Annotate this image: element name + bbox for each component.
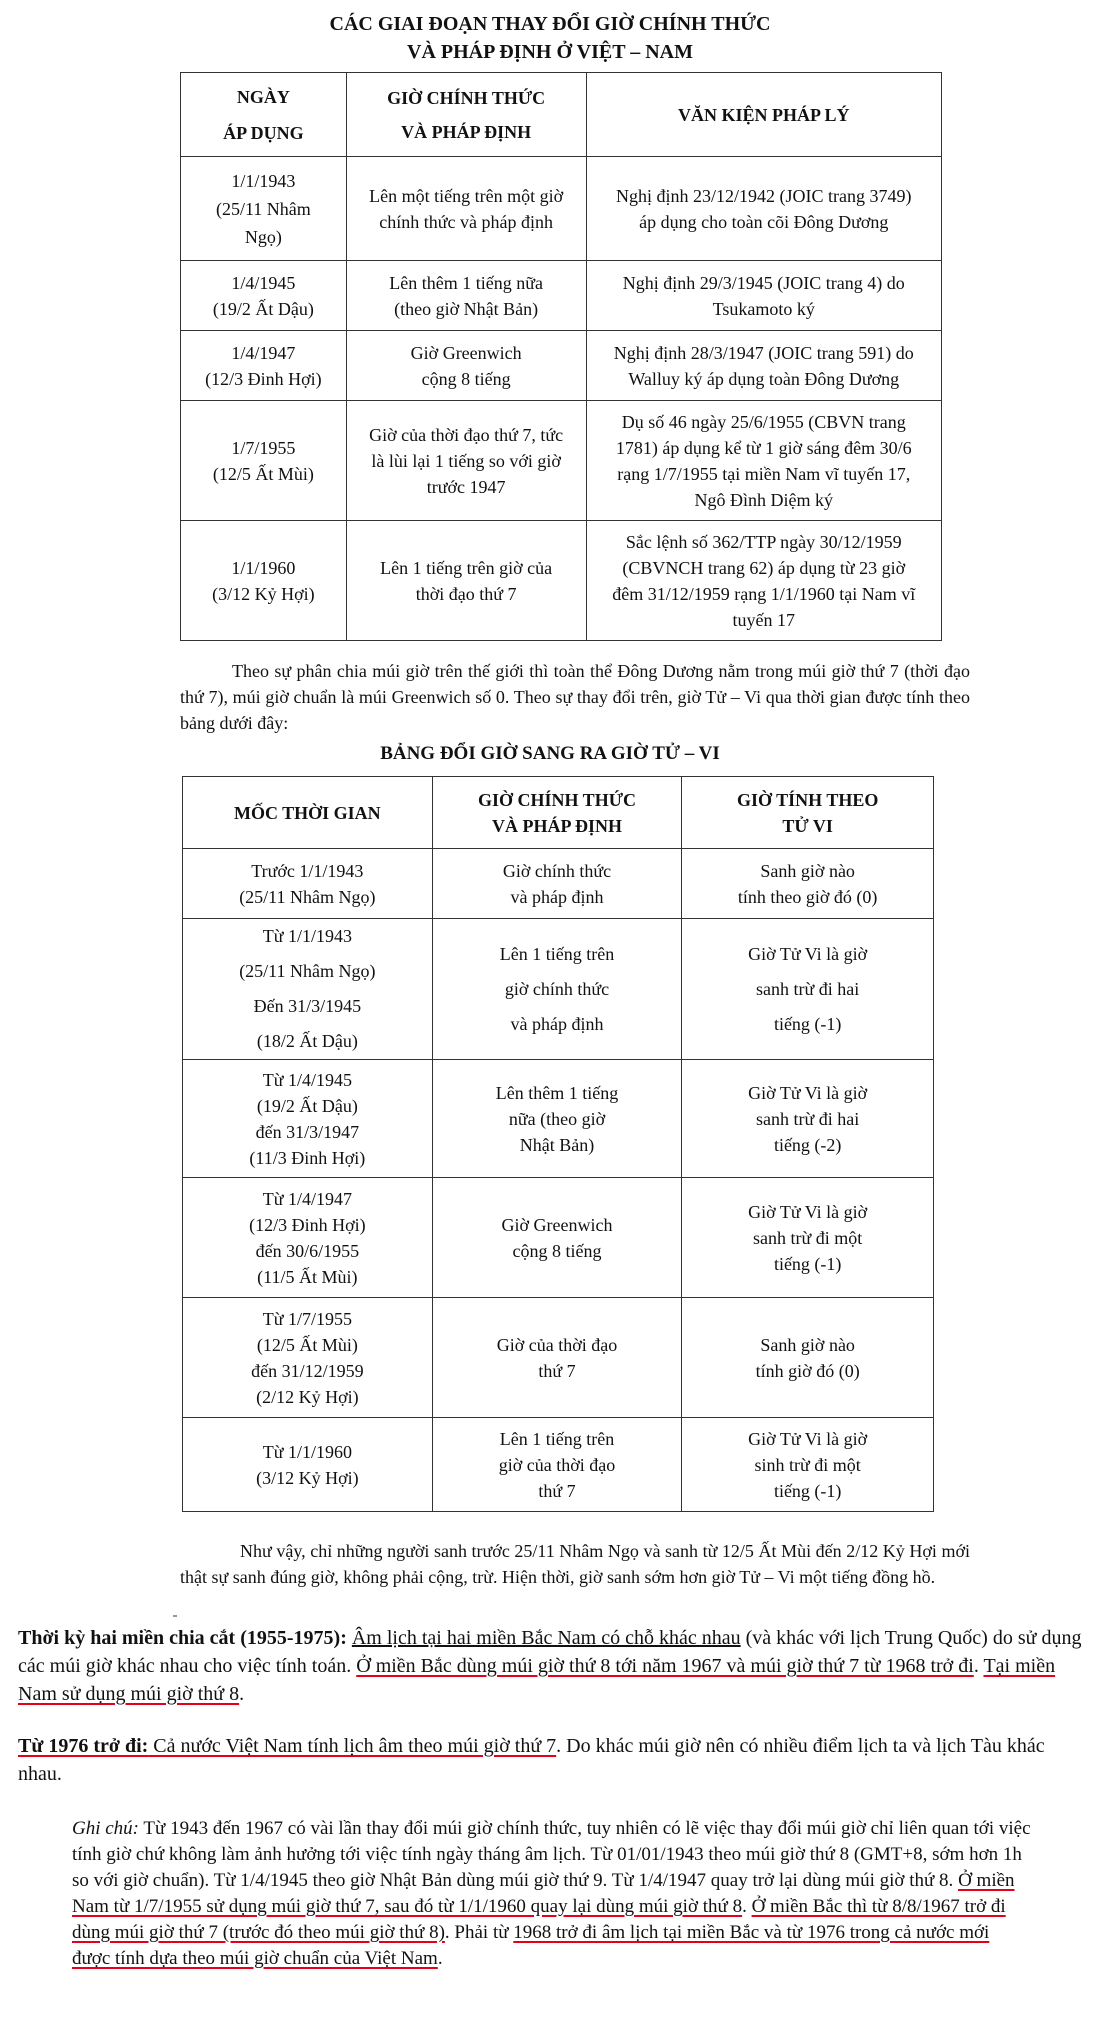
section1-label: Thời kỳ hai miền chia cắt (1955-1975): (18, 1627, 347, 1649)
note-text-1: Từ 1943 đến 1967 có vài lần thay đổi múi giờ chính thức, tuy nhiên có lẽ việc thay đổi múi giờ chỉ liên quan tới việc tính giờ chứ không làm ảnh hưởng tới việc tính ngày tháng âm lịch. Từ 01/01/1943 theo múi giờ thứ 8 (GMT+8, sớm hơn 1h so với giờ chuẩn). Từ 1/4/1945 theo giờ Nhật Bản dùng múi giờ thứ 9. Từ 1/4/1947 quay trở lại dùng múi giờ thứ 8. (72, 1818, 1031, 1891)
time-cell (346, 521, 586, 641)
official-cell-line: giờ chính thức (504, 978, 610, 999)
period-cell (183, 1418, 433, 1512)
period-cell-line: đến 31/12/1959 (251, 1360, 364, 1381)
time-cell-line: Lên một tiếng trên một giờ (369, 185, 564, 206)
section1-text-6: . (239, 1683, 245, 1705)
column-header-line: VĂN KIỆN PHÁP LÝ (678, 104, 850, 125)
column-header-line: GIỜ TÍNH THEO (736, 789, 879, 810)
doc-cell (586, 261, 941, 331)
tuvi-cell (682, 1060, 934, 1178)
official-cell-line: nữa (theo giờ (508, 1108, 606, 1129)
official-cell-line: Lên thêm 1 tiếng (495, 1082, 619, 1103)
period-cell-line: đến 30/6/1955 (255, 1240, 360, 1261)
period-cell (183, 849, 433, 919)
table-row (183, 1418, 934, 1512)
tuvi-cell-line: sanh trừ đi hai (756, 1108, 860, 1129)
tuvi-cell (682, 1418, 934, 1512)
date-cell-line: 1/4/1947 (231, 342, 296, 363)
tuvi-cell-line: Sanh giờ nào (760, 1334, 855, 1355)
column-header (682, 777, 934, 849)
period-cell-line: (12/3 Đinh Hợi) (249, 1214, 366, 1235)
table-row (183, 1178, 934, 1298)
official-cell-line: Giờ Greenwich (501, 1214, 613, 1235)
official-cell-line: Lên 1 tiếng trên (499, 1428, 615, 1449)
official-cell-line: giờ của thời đạo (498, 1454, 616, 1475)
period-cell-line: Từ 1/4/1945 (262, 1069, 352, 1090)
section1-underlined-1: Âm lịch tại hai miền Bắc Nam có chỗ khác nhau (351, 1627, 741, 1649)
table-row (181, 157, 942, 261)
note-paragraph (72, 1816, 1032, 1972)
time-cell-line: Lên thêm 1 tiếng nữa (389, 272, 544, 293)
date-cell-line: Ngọ) (244, 226, 282, 247)
date-cell-line: (12/5 Ất Mùi) (212, 463, 314, 484)
official-cell-line: và pháp định (510, 886, 604, 907)
period-cell-line: Từ 1/1/1943 (262, 926, 352, 946)
section1-text-4: . (973, 1655, 984, 1677)
page-title (0, 10, 1100, 66)
intro-paragraph (180, 658, 970, 736)
period-cell (183, 1178, 433, 1298)
official-cell-line: Giờ chính thức (502, 860, 612, 881)
doc-cell-line: Walluy ký áp dụng toàn Đông Dương (628, 368, 900, 389)
time-cell-line: Lên 1 tiếng trên giờ của (380, 557, 553, 578)
column-header-line: VÀ PHÁP ĐỊNH (401, 121, 532, 142)
period-cell-line: (11/3 Đinh Hợi) (249, 1147, 366, 1168)
doc-cell-line: đêm 31/12/1959 rạng 1/1/1960 tại Nam vĩ (612, 583, 916, 604)
doc-cell (586, 157, 941, 261)
date-cell (181, 401, 347, 521)
from-1976-section (18, 1732, 1086, 1788)
tuvi-cell-line: Giờ Tử Vi là giờ (748, 1201, 868, 1222)
date-cell-line: (3/12 Kỷ Hợi) (212, 583, 315, 604)
time-cell (346, 331, 586, 401)
column-header (181, 73, 347, 157)
time-cell-line: Giờ của thời đạo thứ 7, tức (369, 424, 564, 445)
date-cell-line: (12/3 Đinh Hợi) (205, 368, 322, 389)
conclusion-text: Như vậy, chỉ những người sanh trước 25/11 Nhâm Ngọ và sanh từ 12/5 Ất Mùi đến 2/12 Kỷ Hợi mới thật sự sanh đúng giờ, không phải cộng, trừ. Hiện thời, giờ sanh sớm hơn giờ Tử – Vi một tiếng đồng hồ. (180, 1541, 970, 1587)
doc-cell-line: Ngô Đình Diệm ký (694, 489, 833, 510)
column-header (183, 777, 433, 849)
section1-text-2: (và khác với lịch Trung Quốc) do sử dụng các múi giờ khác nhau cho việc tính toán. (18, 1627, 1082, 1677)
note-text-7: . (437, 1948, 443, 1969)
date-cell-line: (25/11 Nhâm (215, 198, 311, 219)
doc-cell-line: Tsukamoto ký (712, 298, 815, 319)
official-cell-line: Nhật Bản) (519, 1134, 595, 1155)
doc-cell (586, 401, 941, 521)
doc-cell-line: Sắc lệnh số 362/TTP ngày 30/12/1959 (625, 531, 902, 552)
period-cell-line: đến 31/3/1947 (255, 1121, 360, 1142)
doc-cell-line: Nghị định 29/3/1945 (JOIC trang 4) do (622, 272, 905, 293)
doc-cell (586, 521, 941, 641)
tuvi-cell-line: tiếng (-1) (773, 1480, 842, 1501)
official-cell-line: thứ 7 (538, 1480, 576, 1501)
date-cell-line: 1/1/1960 (231, 557, 296, 578)
tuvi-cell-line: Giờ Tử Vi là giờ (748, 1428, 868, 1449)
table-row (181, 401, 942, 521)
period-cell-line: Từ 1/1/1960 (262, 1441, 352, 1462)
period-cell-line: (3/12 Kỷ Hợi) (256, 1467, 359, 1488)
tuvi-cell-line: Giờ Tử Vi là giờ (748, 1082, 868, 1103)
tuvi-cell-line: tiếng (-1) (773, 1013, 842, 1034)
note-text-3: . (742, 1896, 752, 1917)
division-period-section (18, 1624, 1086, 1708)
column-header (432, 777, 682, 849)
official-cell-line: cộng 8 tiếng (512, 1240, 602, 1261)
period-cell-line: (25/11 Nhâm Ngọ) (239, 886, 376, 907)
table-header-row (183, 777, 934, 849)
doc-cell-line: rạng 1/7/1955 tại miền Nam vĩ tuyến 17, (617, 463, 911, 484)
intro-text: Theo sự phân chia múi giờ trên thế giới thì toàn thể Đông Dương nằm trong múi giờ thứ 7 (thời đạo thứ 7), múi giờ chuẩn là múi Greenwich số 0. Theo sự thay đổi trên, giờ Tử – Vi qua thời gian được tính theo bảng dưới đây: (180, 661, 970, 733)
time-cell-line: chính thức và pháp định (379, 211, 554, 232)
tuvi-cell-line: tính theo giờ đó (0) (737, 886, 878, 907)
doc-cell-line: Nghị định 23/12/1942 (JOIC trang 3749) (616, 185, 912, 206)
official-cell-line: và pháp định (510, 1013, 604, 1034)
section1-red-underlined-1: Ở miền Bắc dùng múi giờ thứ 8 tới năm 1967 và múi giờ thứ 7 từ 1968 trở đi (356, 1655, 974, 1677)
date-cell-line: 1/4/1945 (231, 272, 296, 293)
period-cell (183, 1298, 433, 1418)
time-change-table (180, 72, 942, 641)
table-row (183, 849, 934, 919)
tuvi-cell-line: Giờ Tử Vi là giờ (748, 943, 868, 964)
conclusion-paragraph (180, 1538, 970, 1590)
period-cell (183, 919, 433, 1060)
tuvi-cell-line: tiếng (-2) (773, 1134, 842, 1155)
column-header (586, 73, 941, 157)
period-cell-line: (12/5 Ất Mùi) (256, 1334, 358, 1355)
column-header-line: NGÀY (236, 86, 290, 107)
time-cell-line: (theo giờ Nhật Bản) (394, 298, 539, 319)
date-cell (181, 157, 347, 261)
section-divider-mark (173, 1615, 177, 1617)
official-cell-line: thứ 7 (538, 1360, 576, 1381)
date-cell (181, 261, 347, 331)
section2-text: . Do khác múi giờ nên có nhiều điểm lịch ta và lịch Tàu khác nhau. (18, 1735, 1045, 1785)
column-header-line: TỬ VI (782, 815, 833, 836)
tuvi-cell (682, 919, 934, 1060)
doc-cell (586, 331, 941, 401)
time-cell-line: là lùi lại 1 tiếng so với giờ (371, 450, 561, 471)
date-cell-line: 1/1/1943 (231, 170, 296, 191)
time-cell-line: cộng 8 tiếng (421, 368, 511, 389)
title-line-2: VÀ PHÁP ĐỊNH Ở VIỆT – NAM (407, 41, 693, 63)
note-red-underlined-2: Ở miền Bắc thì từ 8/8/1967 trở đi dùng múi giờ thứ 7 (trước đó theo múi giờ thứ 8) (72, 1896, 1006, 1943)
tuvi-cell (682, 1298, 934, 1418)
column-header-line: ÁP DỤNG (223, 122, 304, 143)
official-cell (432, 1178, 682, 1298)
doc-cell-line: tuyến 17 (732, 609, 795, 630)
period-cell-line: (19/2 Ất Dậu) (256, 1095, 358, 1116)
date-cell (181, 521, 347, 641)
table-row (181, 331, 942, 401)
time-cell (346, 401, 586, 521)
tuvi-cell-line: tính giờ đó (0) (755, 1360, 860, 1381)
time-cell-line: Giờ Greenwich (410, 342, 522, 363)
doc-cell-line: (CBVNCH trang 62) áp dụng từ 23 giờ (622, 557, 906, 578)
period-cell (183, 1060, 433, 1178)
doc-cell-line: Dụ số 46 ngày 25/6/1955 (CBVN trang (621, 411, 906, 432)
official-cell (432, 919, 682, 1060)
tuvi-conversion-table (182, 776, 934, 1512)
official-cell-line: Lên 1 tiếng trên (499, 943, 615, 964)
note-red-underlined-1: Ở miền Nam từ 1/7/1955 sử dụng múi giờ thứ 7, sau đó từ 1/1/1960 quay lại dùng múi giờ thứ 8 (72, 1870, 1015, 1917)
official-cell (432, 1298, 682, 1418)
column-header (346, 73, 586, 157)
date-cell-line: (19/2 Ất Dậu) (212, 298, 314, 319)
column-header-line: GIỜ CHÍNH THỨC (387, 87, 546, 108)
period-cell-line: Đến 31/3/1945 (253, 996, 362, 1016)
period-cell-line: Từ 1/7/1955 (262, 1308, 352, 1329)
table-header-row (181, 73, 942, 157)
official-cell (432, 1060, 682, 1178)
doc-cell-line: 1781) áp dụng kể từ 1 giờ sáng đêm 30/6 (615, 437, 912, 458)
period-cell-line: (2/12 Kỷ Hợi) (256, 1386, 359, 1407)
date-cell-line: 1/7/1955 (231, 437, 296, 458)
tuvi-cell (682, 1178, 934, 1298)
tuvi-cell-line: Sanh giờ nào (760, 860, 855, 881)
note-text-5: . Phải từ (444, 1922, 514, 1943)
official-cell (432, 1418, 682, 1512)
column-header-line: MỐC THỜI GIAN (234, 802, 381, 823)
section2-label: Từ 1976 trở đi: (18, 1735, 149, 1757)
time-cell (346, 261, 586, 331)
table-row (183, 1298, 934, 1418)
date-cell (181, 331, 347, 401)
note-red-underlined-3: 1968 trở đi âm lịch tại miền Bắc và từ 1976 trong cả nước mới được tính dựa theo múi giờ chuẩn của Việt Nam (72, 1922, 990, 1969)
tuvi-cell-line: sanh trừ đi hai (756, 978, 860, 999)
section2-red-underlined: Cả nước Việt Nam tính lịch âm theo múi giờ thứ 7 (148, 1735, 557, 1757)
time-cell (346, 157, 586, 261)
period-cell-line: (11/5 Ất Mùi) (257, 1266, 358, 1287)
period-cell-line: Trước 1/1/1943 (251, 860, 364, 881)
note-label: Ghi chú: (72, 1818, 140, 1839)
official-cell (432, 849, 682, 919)
column-header-line: VÀ PHÁP ĐỊNH (492, 815, 623, 836)
time-cell-line: thời đạo thứ 7 (415, 583, 517, 604)
table-row (183, 919, 934, 1060)
table2-title: BẢNG ĐỔI GIỜ SANG RA GIỜ TỬ – VI (380, 743, 720, 764)
tuvi-cell-line: sanh trừ đi một (753, 1227, 863, 1248)
title-line-1: CÁC GIAI ĐOẠN THAY ĐỔI GIỜ CHÍNH THỨC (329, 13, 771, 35)
doc-cell-line: Nghị định 28/3/1947 (JOIC trang 591) do (613, 342, 914, 363)
column-header-line: GIỜ CHÍNH THỨC (478, 789, 637, 810)
period-cell-line: Từ 1/4/1947 (262, 1188, 352, 1209)
time-cell-line: trước 1947 (426, 476, 506, 497)
tuvi-cell-line: sinh trừ đi một (754, 1454, 861, 1475)
table-row (181, 261, 942, 331)
tuvi-cell-line: tiếng (-1) (773, 1253, 842, 1274)
doc-cell-line: áp dụng cho toàn cõi Đông Dương (639, 211, 889, 232)
section1-red-underlined-2: Tại miền Nam sử dụng múi giờ thứ 8 (18, 1655, 1056, 1705)
period-cell-line: (25/11 Nhâm Ngọ) (239, 961, 376, 981)
table-row (181, 521, 942, 641)
tuvi-cell (682, 849, 934, 919)
period-cell-line: (18/2 Ất Dậu) (256, 1031, 358, 1051)
official-cell-line: Giờ của thời đạo (496, 1334, 618, 1355)
table-row (183, 1060, 934, 1178)
